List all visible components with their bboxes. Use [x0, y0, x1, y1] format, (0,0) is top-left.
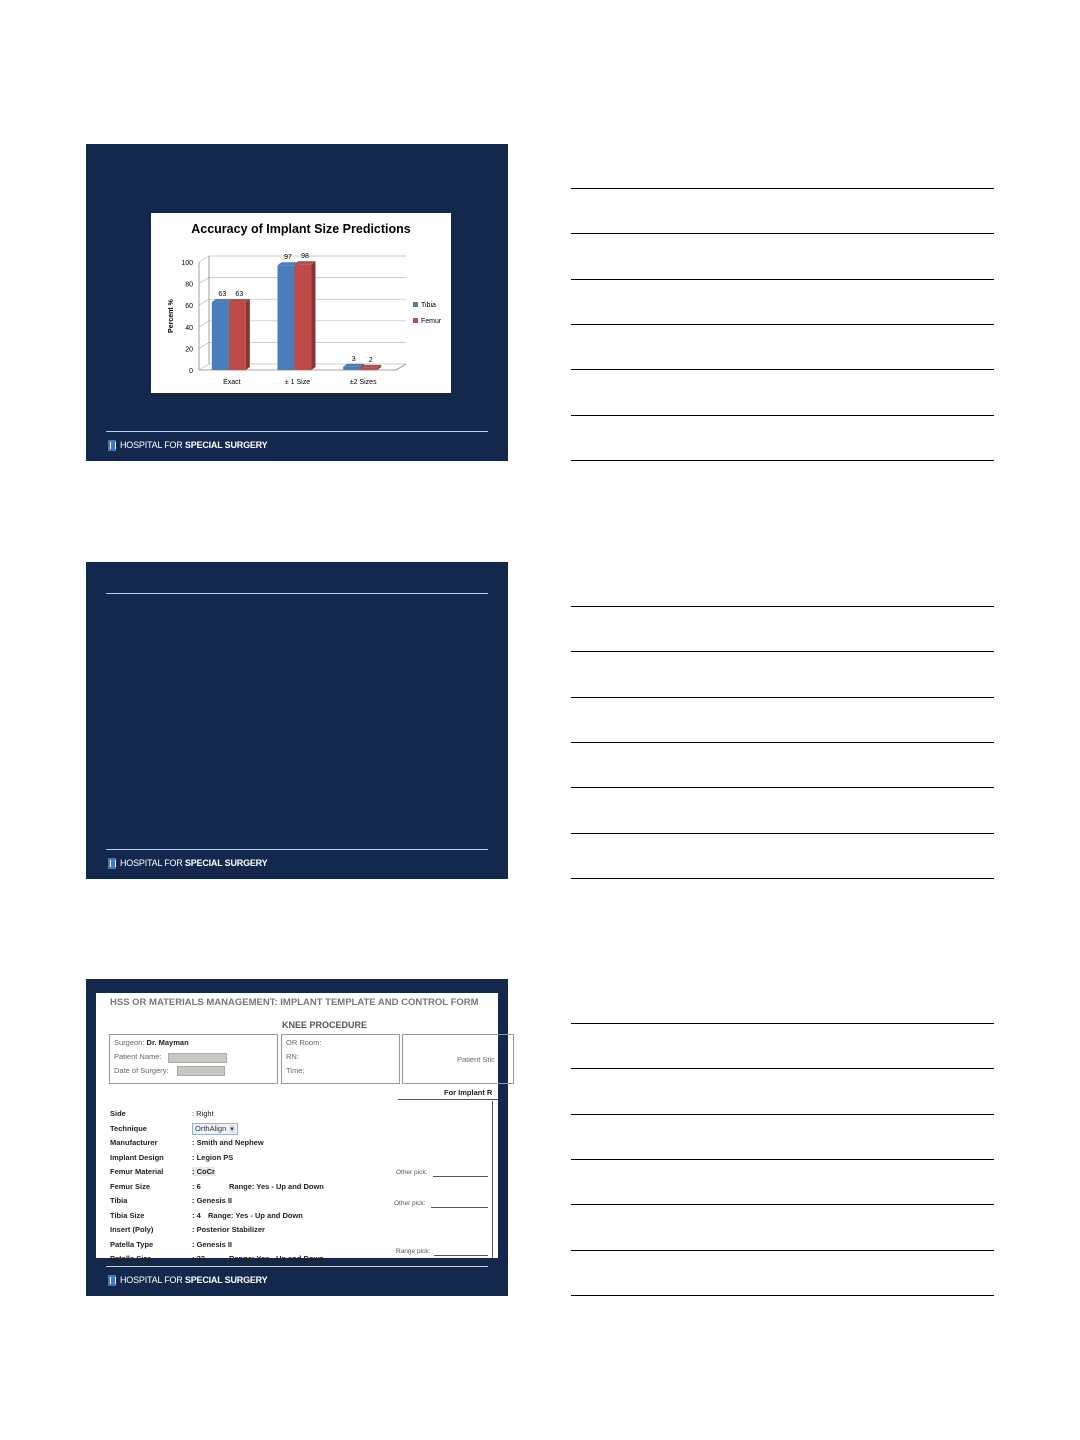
gridline-side [199, 256, 209, 262]
form-row-key: Patella Size [110, 1254, 152, 1263]
footer-prefix: HOSPITAL FOR [120, 1275, 185, 1285]
x-axis-corner [396, 364, 406, 370]
note-line [571, 1114, 994, 1115]
form-row-range: Range: Yes - Up and Down [229, 1254, 324, 1263]
y-tick-label: 100 [181, 260, 193, 267]
surgeon-box [109, 1034, 278, 1084]
note-line [571, 1159, 994, 1160]
hss-logo-icon [108, 858, 116, 869]
x-tick-label: Exact [223, 379, 241, 386]
footer-bold: SPECIAL SURGERY [184, 1275, 268, 1285]
bar-tibia [278, 265, 295, 370]
gridline-side [199, 364, 209, 370]
legend-swatch-tibia [413, 302, 418, 307]
form-row-key: Manufacturer [110, 1138, 158, 1147]
form-row-value: : Genesis II [192, 1239, 233, 1249]
technique-value: OrthAlign [195, 1124, 227, 1133]
footer-prefix: HOSPITAL FOR [120, 858, 185, 868]
note-line [571, 833, 994, 834]
footer-divider [106, 1266, 488, 1267]
note-line [571, 279, 994, 280]
form-row-range: Range: Yes - Up and Down [208, 1210, 303, 1220]
note-line [571, 878, 994, 879]
form-row-key: Technique [110, 1123, 147, 1133]
other-pick-2-label: Other pick: [394, 1200, 426, 1207]
range-pick-field[interactable] [434, 1255, 488, 1256]
patient-sticker-box [402, 1034, 514, 1084]
time-label: Time: [286, 1066, 305, 1075]
gridline-side [199, 278, 209, 284]
y-tick-label: 20 [185, 346, 193, 354]
data-label: 97 [284, 254, 292, 262]
form-row-value: : Genesis II [192, 1196, 233, 1205]
footer-bold: SPECIAL SURGERY [184, 440, 268, 450]
form-row-key: Tibia Size [110, 1210, 145, 1220]
form-row-value: : Posterior Stabilizer [192, 1225, 265, 1234]
date-label: Date of Surgery: [114, 1066, 169, 1075]
form-row-key: Side [110, 1109, 126, 1118]
header-divider [106, 593, 488, 594]
hss-logo-icon [108, 440, 116, 451]
bar-femur [360, 368, 377, 370]
date-field[interactable] [177, 1066, 225, 1076]
data-label: 63 [218, 290, 227, 298]
bar-femur [229, 302, 246, 370]
note-line [571, 606, 994, 607]
footer-bold: SPECIAL SURGERY [184, 858, 268, 868]
form-row-value: : Right [192, 1109, 214, 1118]
form-row-value: : 4 [192, 1210, 201, 1220]
bar-femur [295, 264, 312, 370]
note-line [571, 742, 994, 743]
note-line [571, 697, 994, 698]
slide-chart [86, 144, 508, 461]
surgeon-label: Surgeon: [114, 1038, 145, 1047]
surgeon-value: Dr. Mayman [146, 1038, 189, 1047]
y-tick-label: 40 [185, 324, 193, 332]
y-axis-label: Percent % [168, 299, 175, 333]
form-row-key: Patella Type [110, 1239, 154, 1249]
form-row-value: : CoCr [192, 1167, 215, 1176]
data-label: 3 [351, 355, 356, 363]
note-line [571, 233, 994, 234]
other-pick-2-field[interactable] [431, 1207, 488, 1208]
note-line [571, 415, 994, 416]
technique-select[interactable] [192, 1123, 238, 1135]
form-row-value: : Legion PS [192, 1152, 234, 1162]
or-room-label: OR Room: [286, 1038, 322, 1047]
footer [108, 439, 267, 451]
form-subtitle: KNEE PROCEDURE [282, 1020, 368, 1030]
chart-panel [151, 213, 451, 393]
form-row-value: : 32 [192, 1254, 205, 1263]
data-label: 63 [235, 290, 244, 298]
footer [108, 1274, 267, 1286]
form-row-range: Range: Yes - Up and Down [229, 1181, 324, 1191]
chart-title: Accuracy of Implant Size Predictions [191, 222, 411, 236]
form-row-key: Insert (Poly) [110, 1225, 154, 1234]
legend-label: Tibia [421, 302, 436, 309]
y-tick-label: 80 [185, 281, 193, 289]
note-line [571, 1023, 994, 1024]
note-line [571, 324, 994, 325]
form-title: HSS OR MATERIALS MANAGEMENT: IMPLANT TEMPLATE AND CONTROL FORM [110, 997, 479, 1008]
note-line [571, 460, 994, 461]
form-row-key: Femur Material [110, 1167, 164, 1176]
footer [108, 857, 267, 869]
footer-divider [106, 431, 488, 432]
legend-label: Femur [421, 318, 442, 325]
note-line [571, 1295, 994, 1296]
note-line [571, 369, 994, 370]
patient-name-field[interactable] [168, 1053, 227, 1063]
patient-sticker-label: Patient Stic [457, 1055, 495, 1064]
note-line [571, 1204, 994, 1205]
implant-form [96, 993, 498, 1263]
bar-tibia [343, 367, 360, 370]
chevron-down-icon[interactable]: ▾ [230, 1125, 234, 1133]
form-row-key: Tibia [110, 1196, 128, 1205]
footer-divider [106, 849, 488, 850]
data-label: 2 [368, 356, 373, 364]
range-pick-label: Range pick: [396, 1248, 431, 1255]
or-box [281, 1034, 400, 1084]
gridline-side [199, 321, 209, 327]
other-pick-1-label: Other pick: [396, 1169, 428, 1176]
bar-chart [151, 213, 451, 393]
x-tick-label: ±2 Sizes [349, 379, 377, 386]
note-line [571, 1068, 994, 1069]
form-row-value: : 6 [192, 1181, 201, 1191]
x-tick-label: ± 1 Size [284, 379, 311, 386]
note-line [571, 1250, 994, 1251]
hss-logo-icon [108, 1275, 116, 1286]
slide-form [86, 979, 508, 1296]
note-line [571, 188, 994, 189]
form-row-value: : Smith and Nephew [192, 1138, 264, 1147]
legend-swatch-femur [413, 318, 418, 323]
note-line [571, 651, 994, 652]
rn-label: RN: [286, 1052, 299, 1061]
gridline-side [199, 342, 209, 348]
note-line [571, 787, 994, 788]
y-tick-label: 60 [185, 303, 193, 311]
bar-side [312, 261, 316, 370]
bar-tibia [212, 302, 229, 370]
patient-name-label: Patient Name: [114, 1052, 162, 1061]
bar-side [246, 299, 250, 370]
y-tick-label: 0 [189, 368, 193, 375]
form-row-key: Femur Size [110, 1181, 151, 1191]
implant-header: For Implant R [444, 1088, 493, 1097]
slide-blank [86, 562, 508, 879]
data-label: 98 [301, 253, 309, 261]
footer-prefix: HOSPITAL FOR [120, 440, 185, 450]
form-row-key: Implant Design [110, 1152, 164, 1162]
other-pick-1-field[interactable] [433, 1176, 488, 1177]
gridline-side [199, 299, 209, 305]
